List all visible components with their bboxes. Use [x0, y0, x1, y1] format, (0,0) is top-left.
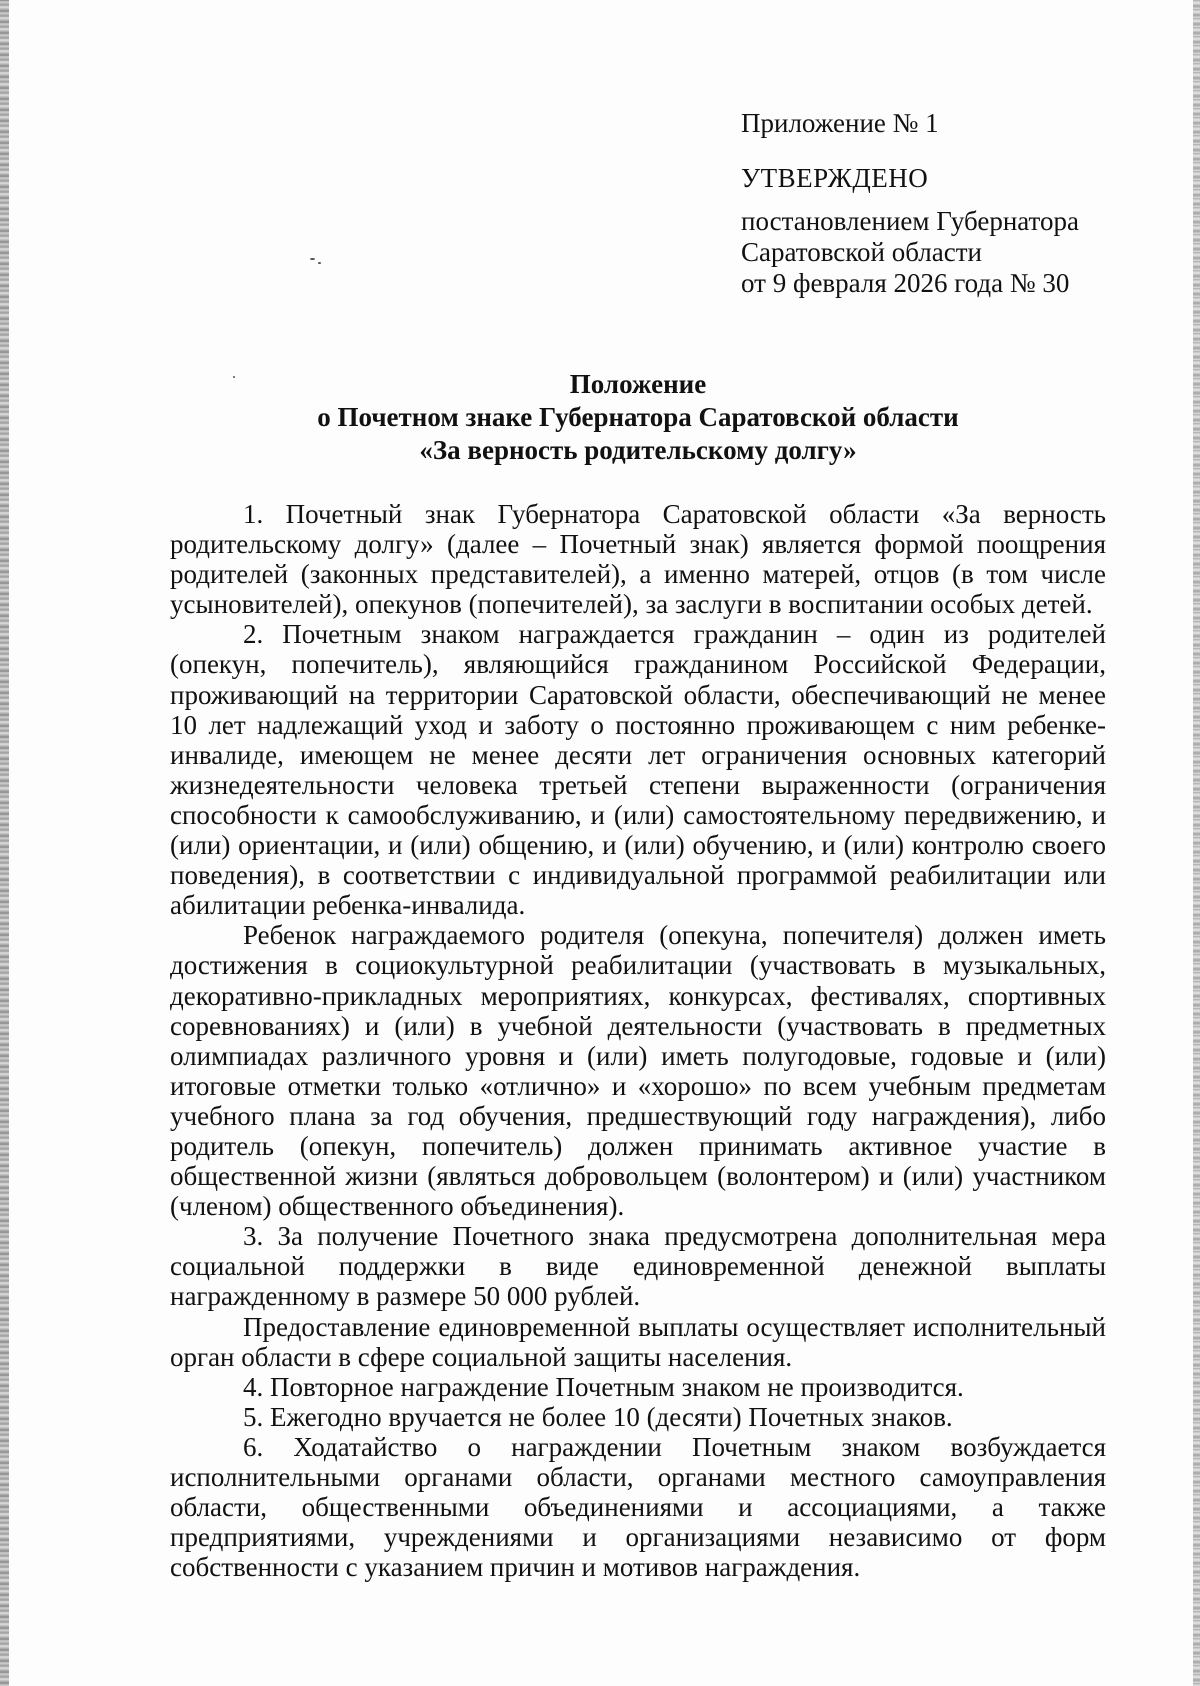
scan-edge-left	[0, 0, 9, 1686]
paragraph-3-continued: Предоставление единовременной выплаты осуществляет исполнительный орган области в сфере социальной защиты населения.	[170, 1311, 1106, 1372]
title-line-3: «За верность родительскому долгу»	[419, 435, 857, 465]
paragraph-1: 1. Почетный знак Губернатора Саратовской области «За верность родительскому долгу» (далее – Почетный знак) является формой поощрения родителей (законных представителей), а именно матерей, отцов (в том числе усыновителей), опекунов (попечителей), за заслуги в воспитании особых детей.	[170, 499, 1106, 620]
document-title	[170, 368, 1106, 467]
paragraph-6: 6. Ходатайство о награждении Почетным знаком возбуждается исполнительными органами области, органами местного самоуправления области, общественными объединениями и ассоциациями, а также предприятиями, учреждениями и организациями независимо от форм собственности с указанием причин и мотивов награждения.	[170, 1431, 1106, 1583]
title-line-1: Положение	[569, 369, 707, 399]
scan-edge-right	[1193, 0, 1200, 1686]
title-line-2: о Почетном знаке Губернатора Саратовской области	[317, 402, 959, 432]
appendix-label: Приложение № 1	[741, 108, 939, 138]
approval-block	[741, 108, 1181, 299]
approval-line-1: постановлением Губернатора	[741, 206, 1079, 236]
paragraph-2: 2. Почетным знаком награждается гражданин – один из родителей (опекун, попечитель), являющийся гражданином Российской Федерации, проживающий на территории Саратовской области, обеспечивающий не менее 10 лет надлежащий уход и заботу о постоянно проживающем с ним ребенке-инвалиде, имеющем не менее десяти лет ограничения основных категорий жизнедеятельности человека третьей степени выраженности (ограничения способности к самообслуживанию, и (или) самостоятельному передвижению, и (или) ориентации, и (или) общению, и (или) обучению, и (или) контролю своего поведения), в соответствии с индивидуальной программой реабилитации или абилитации ребенка-инвалида.	[170, 619, 1106, 921]
paragraph-4: 4. Повторное награждение Почетным знаком не производится.	[243, 1371, 964, 1402]
approval-line-2: Саратовской области	[741, 237, 982, 267]
approved-stamp-text: УТВЕРЖДЕНО	[741, 163, 929, 193]
approval-line-3: от 9 февраля 2026 года № 30	[741, 268, 1070, 298]
document-body	[170, 499, 1106, 1582]
paragraph-3: 3. За получение Почетного знака предусмотрена дополнительная мера социальной поддержки в виде единовременной денежной выплаты награжденному в размере 50 000 рублей.	[170, 1221, 1106, 1312]
scan-speck	[310, 258, 315, 260]
paragraph-2-continued: Ребенок награждаемого родителя (опекуна, попечителя) должен иметь достижения в социокультурной реабилитации (участвовать в музыкальных, декоративно-прикладных мероприятиях, конкурсах, фестивалях, спортивных соревнованиях) и (или) в учебной деятельности (участвовать в предметных олимпиадах различного уровня и (или) иметь полугодовые, годовые и (или) итоговые отметки только «отлично» и «хорошо» по всем учебным предметам учебного плана за год обучения, предшествующий году награждения), либо родитель (опекун, попечитель) должен принимать активное участие в общественной жизни (являться добровольцем (волонтером) и (или) участником (членом) общественного объединения).	[170, 920, 1106, 1222]
paragraph-5: 5. Ежегодно вручается не более 10 (десяти) Почетных знаков.	[243, 1401, 953, 1432]
scan-speck	[318, 262, 321, 264]
